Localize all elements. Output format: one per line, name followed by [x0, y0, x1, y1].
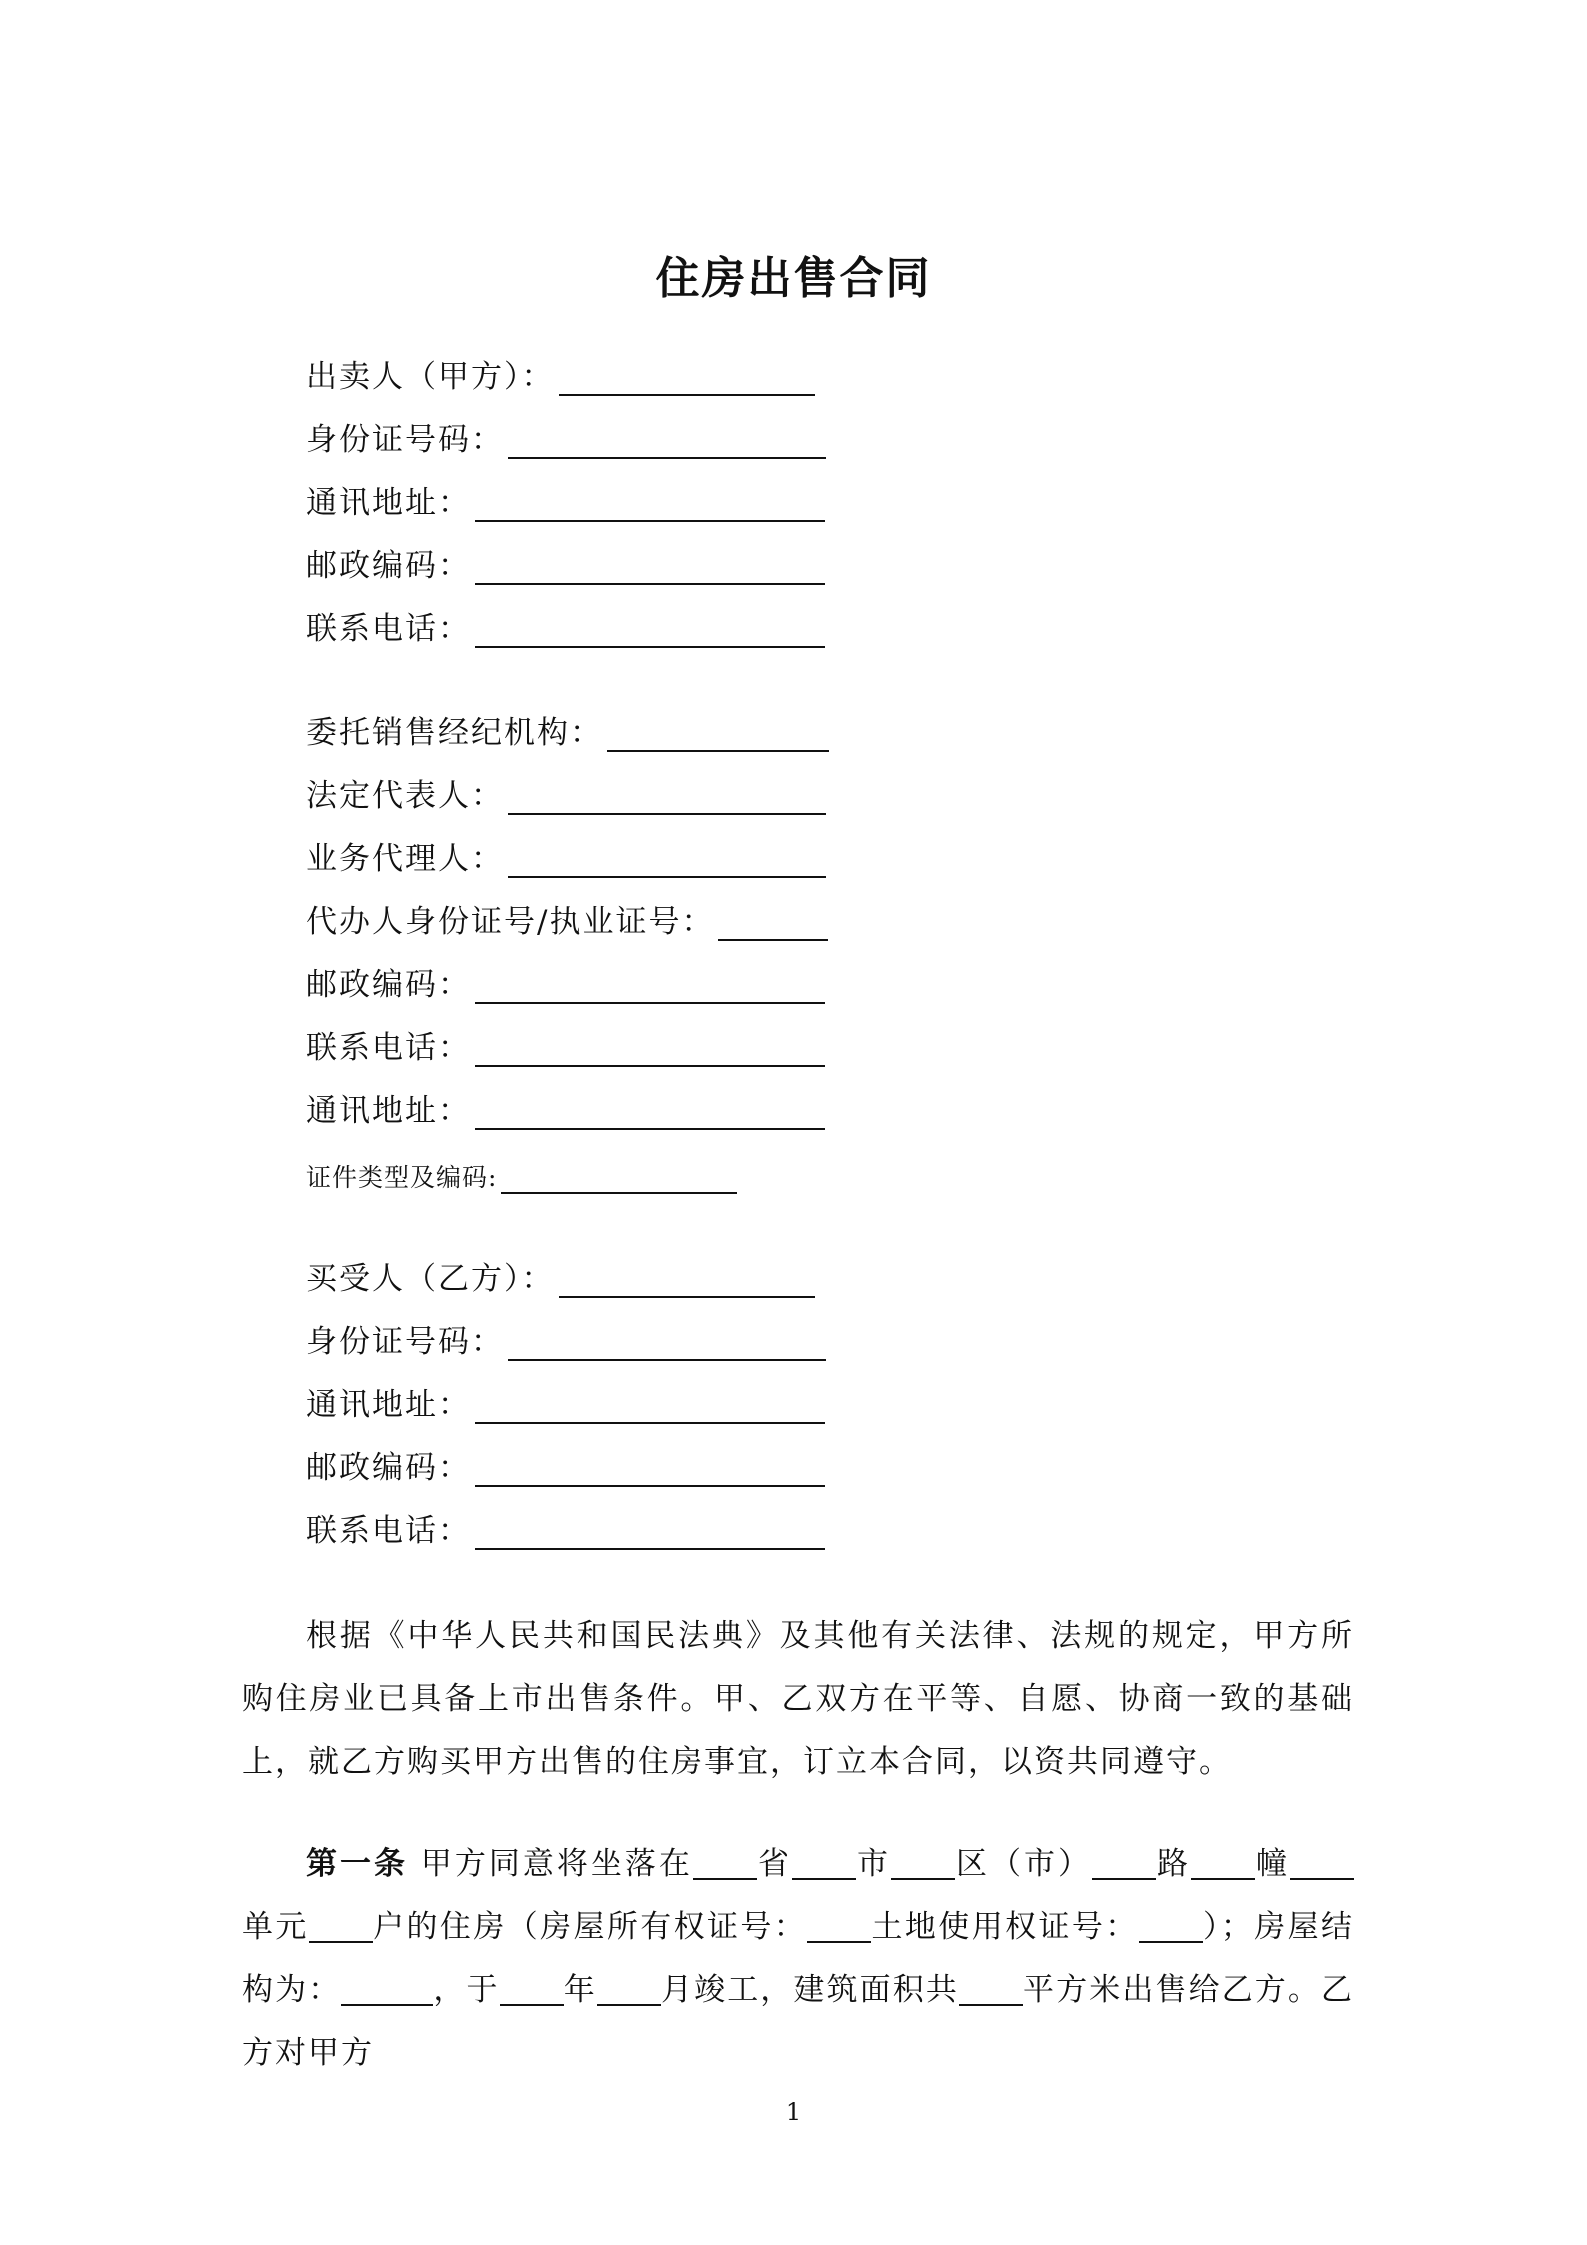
fill-in-blank[interactable]	[475, 1512, 825, 1550]
article-text-segment: 市	[855, 1846, 891, 1882]
fill-in-blank[interactable]	[891, 1844, 955, 1880]
fill-in-blank[interactable]	[501, 1162, 737, 1194]
buyer-postcode-field	[306, 1441, 825, 1487]
fill-in-blank[interactable]	[959, 1970, 1023, 2006]
buyer-name-field	[306, 1252, 815, 1298]
fill-in-blank[interactable]	[475, 1386, 825, 1424]
fill-in-blank[interactable]	[508, 777, 826, 815]
fill-in-blank[interactable]	[597, 1970, 661, 2006]
article-text-segment: 区（市）	[954, 1846, 1092, 1882]
seller-name-field	[306, 350, 815, 396]
fill-in-blank[interactable]	[1139, 1907, 1203, 1943]
field-label: 证件类型及编码:	[306, 1163, 498, 1192]
fill-in-blank[interactable]	[475, 484, 825, 522]
fill-in-blank[interactable]	[475, 966, 825, 1004]
field-label: 联系电话：	[306, 611, 471, 647]
fill-in-blank[interactable]	[309, 1907, 373, 1943]
agency-legal-rep-field	[306, 769, 826, 815]
article-text-segment: 土地使用权证号：	[871, 1909, 1139, 1945]
agency-postcode-field	[306, 958, 825, 1004]
fill-in-blank[interactable]	[475, 610, 825, 648]
seller-phone-field	[306, 602, 825, 648]
article-label: 第一条	[306, 1846, 409, 1882]
article-text-segment: ，于	[433, 1972, 500, 2008]
field-label: 通讯地址：	[306, 1093, 471, 1129]
fill-in-blank[interactable]	[1092, 1844, 1156, 1880]
fill-in-blank[interactable]	[475, 1029, 825, 1067]
article-text-segment: 单元	[242, 1909, 309, 1945]
article-1-text	[242, 1833, 1354, 2085]
agency-proxy-id-field	[306, 895, 828, 941]
seller-address-field	[306, 476, 825, 522]
field-label: 联系电话：	[306, 1030, 471, 1066]
field-label: 联系电话：	[306, 1513, 471, 1549]
field-label: 代办人身份证号/执业证号：	[306, 904, 715, 940]
fill-in-blank[interactable]	[559, 358, 815, 396]
fill-in-blank[interactable]	[475, 1092, 825, 1130]
fill-in-blank[interactable]	[508, 1323, 826, 1361]
seller-postcode-field	[306, 539, 825, 585]
field-label: 身份证号码：	[306, 1324, 504, 1360]
buyer-address-field	[306, 1378, 825, 1424]
preamble-text: 根据《中华人民共和国民法典》及其他有关法律、法规的规定，甲方所购住房业已具备上市出售条件。甲、乙双方在平等、自愿、协商一致的基础上，就乙方购买甲方出售的住房事宜，订立本合同，以资共同遵守。	[242, 1618, 1354, 1780]
article-text-segment: 月竣工，建筑面积共	[660, 1972, 959, 2008]
fill-in-blank[interactable]	[559, 1260, 815, 1298]
fill-in-blank[interactable]	[807, 1907, 871, 1943]
field-label: 业务代理人：	[306, 841, 504, 877]
document-title: 住房出售合同	[655, 253, 932, 304]
fill-in-blank[interactable]	[341, 1970, 433, 2006]
field-label: 通讯地址：	[306, 485, 471, 521]
agency-certificate-field	[306, 1148, 737, 1194]
article-text-segment: 路	[1156, 1846, 1192, 1882]
field-label: 身份证号码：	[306, 422, 504, 458]
article-text-segment: 户的住房（房屋所有权证号：	[372, 1909, 808, 1945]
field-label: 买受人（乙方）：	[306, 1261, 555, 1297]
field-label: 邮政编码：	[306, 1450, 471, 1486]
agency-address-field	[306, 1084, 825, 1130]
fill-in-blank[interactable]	[607, 714, 829, 752]
fill-in-blank[interactable]	[792, 1844, 856, 1880]
fill-in-blank[interactable]	[718, 903, 828, 941]
agency-agent-field	[306, 832, 826, 878]
field-label: 法定代表人：	[306, 778, 504, 814]
field-label: 委托销售经纪机构：	[306, 715, 603, 751]
fill-in-blank[interactable]	[500, 1970, 564, 2006]
field-label: 邮政编码：	[306, 548, 471, 584]
article-text-segment: 甲方同意将坐落在	[408, 1846, 693, 1882]
fill-in-blank[interactable]	[693, 1844, 757, 1880]
field-label: 通讯地址：	[306, 1387, 471, 1423]
article-text-segment: 幢	[1255, 1846, 1291, 1882]
fill-in-blank[interactable]	[508, 421, 826, 459]
fill-in-blank[interactable]	[1290, 1844, 1354, 1880]
article-text-segment: 年	[563, 1972, 597, 2008]
agency-name-field	[306, 706, 829, 752]
article-text-segment: 平方米出售给乙方。乙方对甲方	[242, 1972, 1355, 2071]
article-text-segment: ）；房屋结构为：	[242, 1909, 1355, 2008]
buyer-phone-field	[306, 1504, 825, 1550]
field-label: 出卖人（甲方）：	[306, 359, 555, 395]
buyer-id-field	[306, 1315, 826, 1361]
fill-in-blank[interactable]	[1191, 1844, 1255, 1880]
fill-in-blank[interactable]	[475, 547, 825, 585]
seller-id-field	[306, 413, 826, 459]
article-1-paragraph	[242, 1833, 1354, 2085]
article-text-segment: 省	[756, 1846, 792, 1882]
field-label: 邮政编码：	[306, 967, 471, 1003]
agency-phone-field	[306, 1021, 825, 1067]
preamble-paragraph	[242, 1605, 1354, 1794]
fill-in-blank[interactable]	[475, 1449, 825, 1487]
fill-in-blank[interactable]	[508, 840, 826, 878]
page-number: 1	[785, 2098, 802, 2126]
